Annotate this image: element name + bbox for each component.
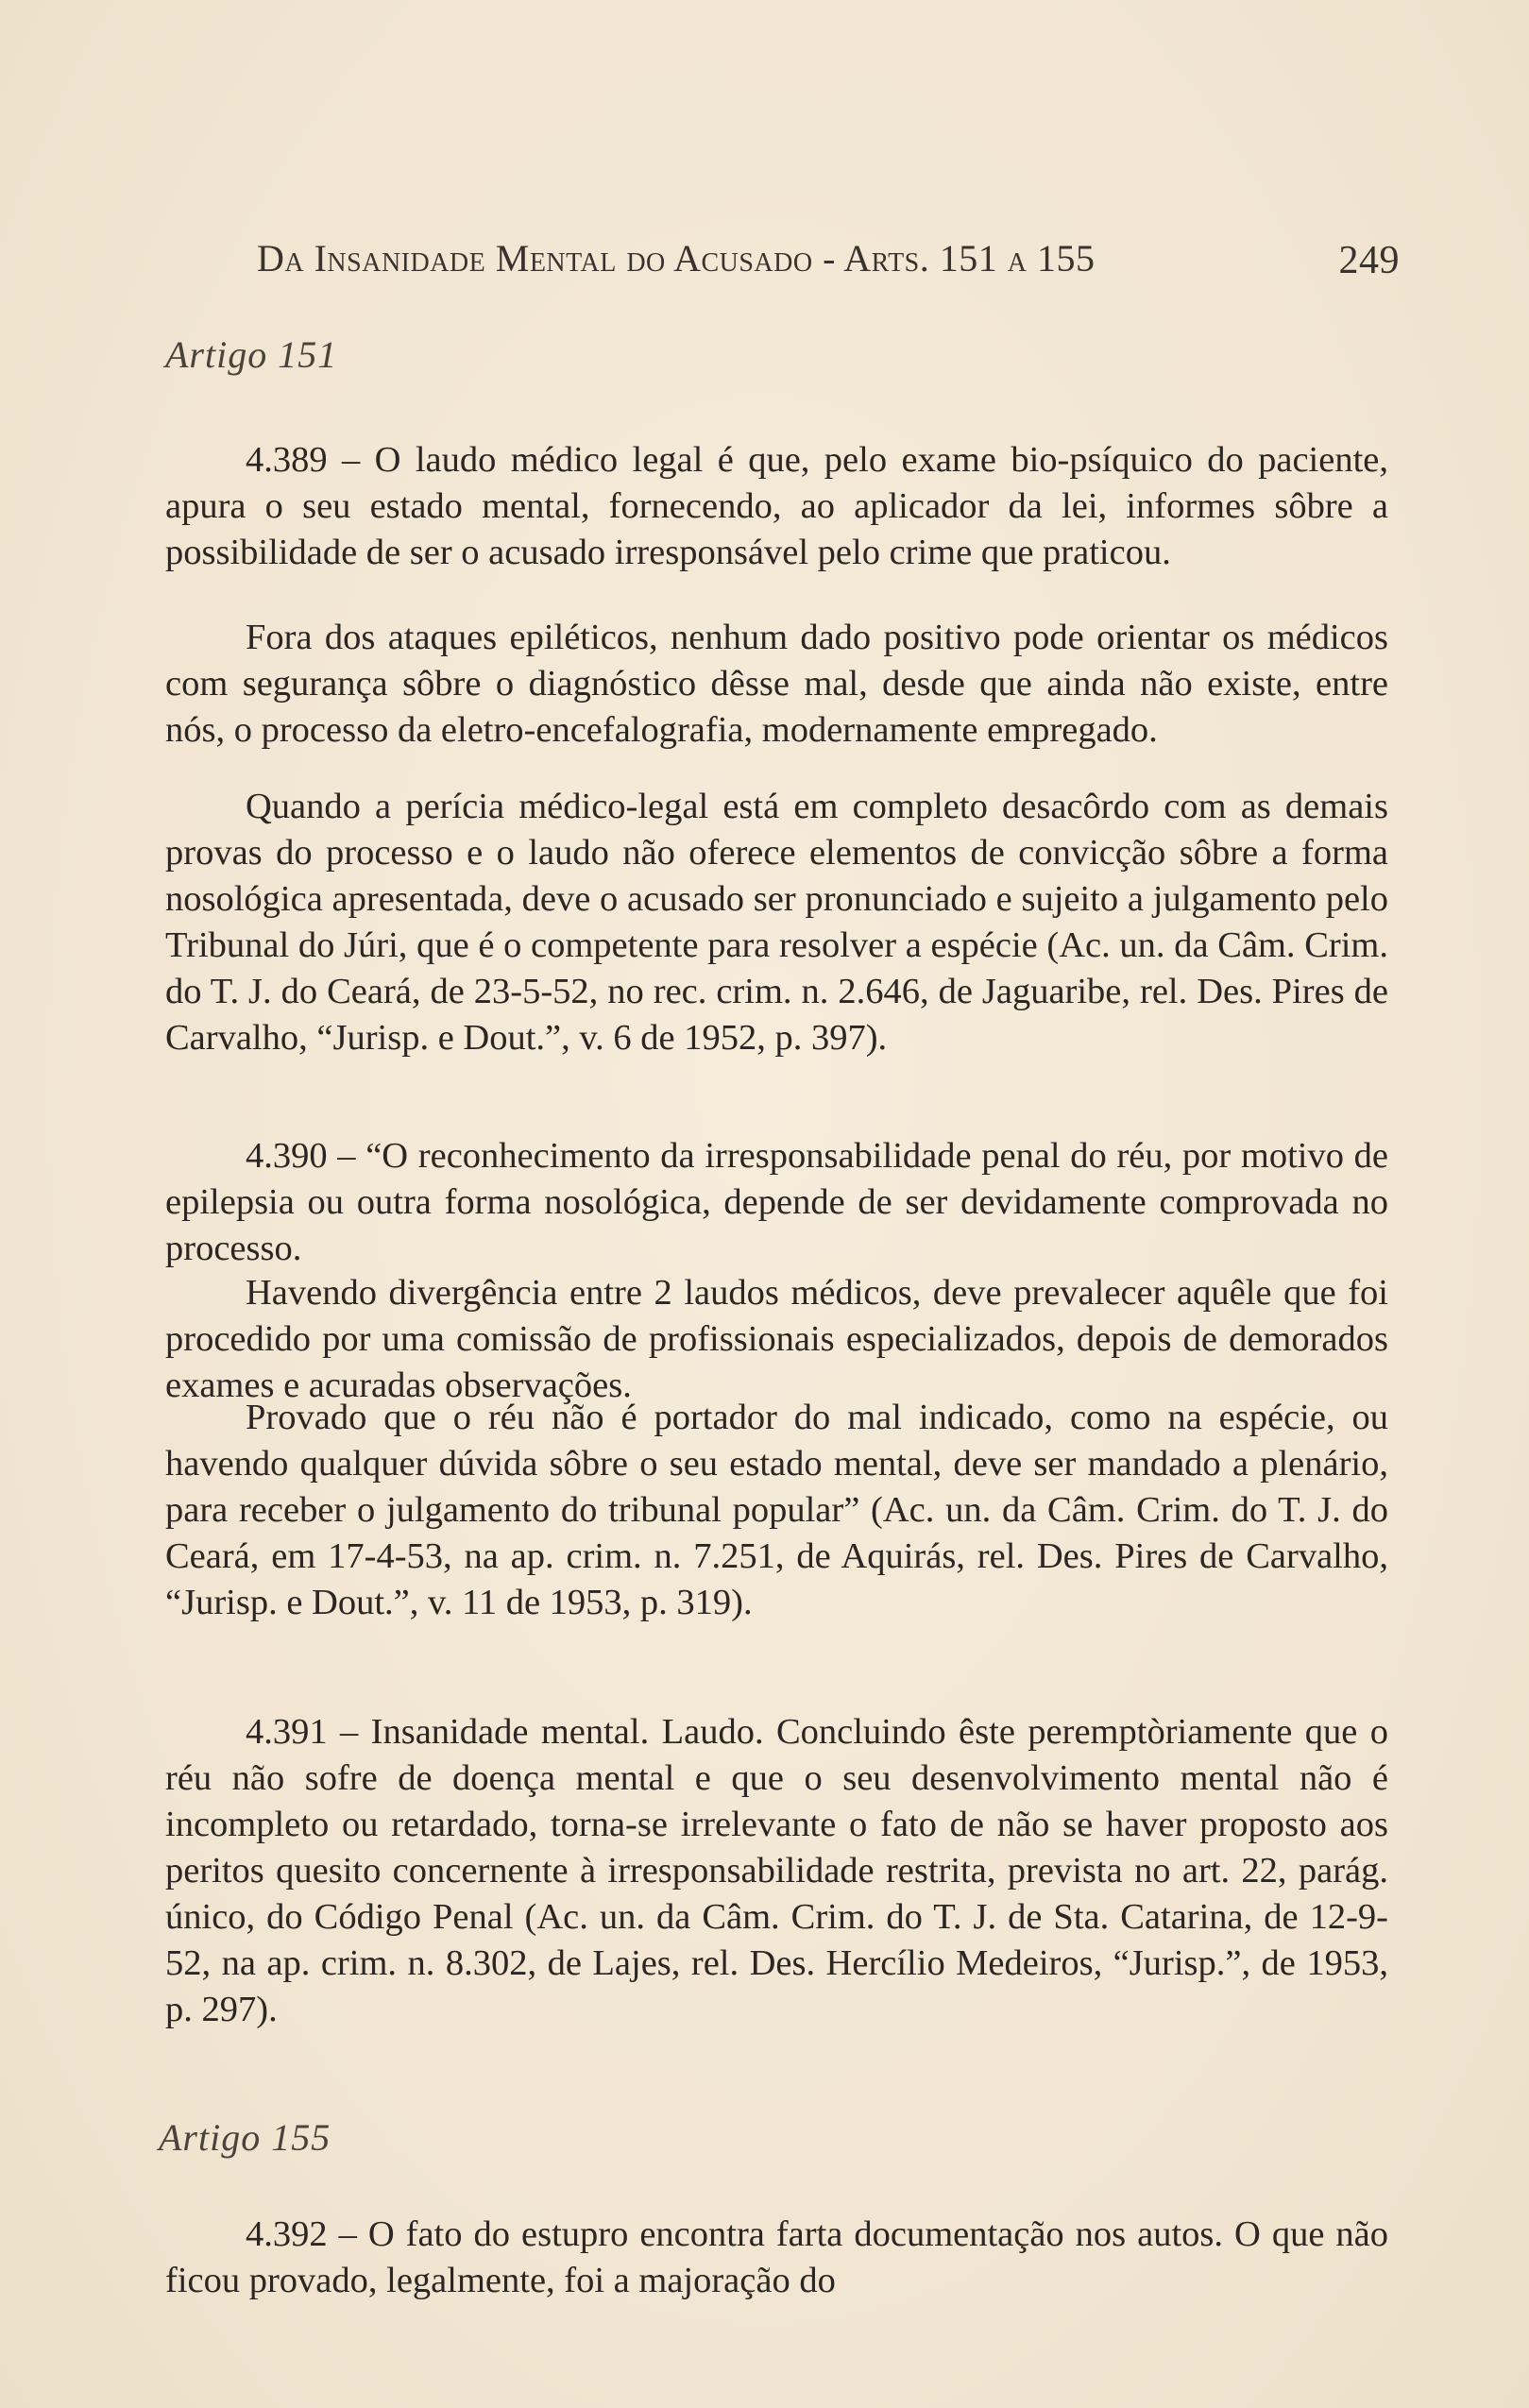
article-heading-155: Artigo 155	[159, 2116, 331, 2159]
paragraph-4389-b: Fora dos ataques epiléticos, nenhum dado positivo pode orientar os médicos com segurança sôbre o diagnóstico dêsse mal, desde que ainda não existe, entre nós, o processo da eletro-encefalografia, modernamente empregado.	[165, 618, 1388, 750]
paragraph-4392: 4.392 – O fato do estupro encontra farta documentação nos autos. O que não ficou provado, legalmente, foi a majoração do	[165, 2214, 1388, 2300]
paragraph-4389-c: Quando a perícia médico-legal está em completo desacôrdo com as demais provas do processo e o laudo não oferece elementos de convicção sôbre a forma nosológica apresentada, deve o acusado ser pronunciado e sujeito a julgamento pelo Tribunal do Júri, que é o competente para resolver a espécie (Ac. un. da Câm. Crim. do T. J. do Ceará, de 23-5-52, no rec. crim. n. 2.646, de Jaguaribe, rel. Des. Pires de Carvalho, “Jurisp. e Dout.”, v. 6 de 1952, p. 397).	[165, 787, 1388, 1058]
paragraph-4390-b: Havendo divergência entre 2 laudos médicos, deve prevalecer aquêle que foi procedido por uma comissão de profissionais especializados, depois de demorados exames e acuradas observações.	[165, 1273, 1388, 1405]
running-header	[257, 227, 1400, 283]
paragraph-4391: 4.391 – Insanidade mental. Laudo. Concluindo êste peremptòriamente que o réu não sofre de doença mental e que o seu desenvolvimento mental não é incompleto ou retardado, torna-se irrelevante o fato de não se haver proposto aos peritos quesito concernente à irresponsabilidade restrita, prevista no art. 22, parág. único, do Código Penal (Ac. un. da Câm. Crim. do T. J. de Sta. Catarina, de 12-9-52, na ap. crim. n. 8.302, de Lajes, rel. Des. Hercílio Medeiros, “Jurisp.”, de 1953, p. 297).	[165, 1712, 1388, 2029]
running-title: Da Insanidade Mental do Acusado - Arts. 151 a 155	[257, 237, 1096, 280]
paragraph-4390-c: Provado que o réu não é portador do mal indicado, como na espécie, ou havendo qualquer dúvida sôbre o seu estado mental, deve ser mandado a plenário, para receber o julgamento do tribunal popular” (Ac. un. da Câm. Crim. do T. J. do Ceará, em 17-4-53, na ap. crim. n. 7.251, de Aquirás, rel. Des. Pires de Carvalho, “Jurisp. e Dout.”, v. 11 de 1953, p. 319).	[165, 1398, 1388, 1622]
paragraph-4390: 4.390 – “O reconhecimento da irresponsabilidade penal do réu, por motivo de epilepsia ou outra forma nosológica, depende de ser devidamente comprovada no processo.	[165, 1136, 1388, 1268]
paragraph-4389: 4.389 – O laudo médico legal é que, pelo exame bio-psíquico do paciente, apura o seu estado mental, fornecendo, ao aplicador da lei, informes sôbre a possibilidade de ser o acusado irresponsável pelo crime que praticou.	[165, 440, 1388, 572]
article-heading-151: Artigo 151	[165, 333, 338, 376]
page-number: 249	[1338, 239, 1400, 282]
